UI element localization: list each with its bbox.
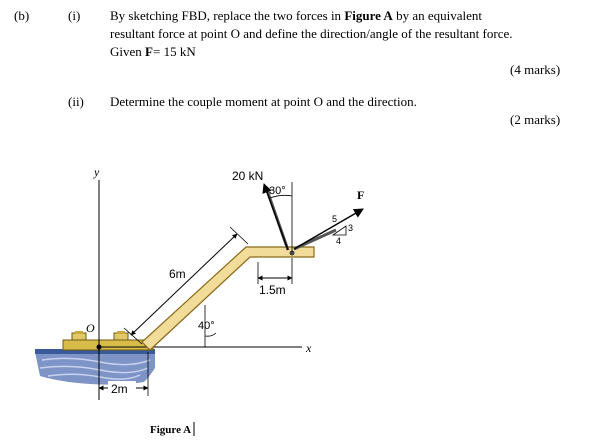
dim-2m-label: 2m [111,382,128,396]
figure-a-reference: Figure A [344,8,393,23]
origin-label: O [86,321,95,335]
sub-ii-marks: (2 marks) [510,112,561,127]
dim-6m-label: 6m [169,267,186,281]
angle-30-label: 30° [269,185,286,197]
sub-ii-label: (ii) [68,94,84,109]
slope-3-label: 3 [348,223,354,233]
slope-4-label: 4 [336,236,342,246]
x-axis-label: x [306,341,312,355]
sub-ii-text: Determine the couple moment at point O and the direction. [110,94,417,109]
sub-i-line2: resultant force at point O and define the direction/angle of the resultant force. [110,26,513,41]
bent-bar [142,247,314,350]
bolt-left-icon [72,331,86,340]
part-label: (b) [14,8,30,23]
bolt-right-icon [114,331,128,340]
ground [35,349,155,385]
sub-i-line3: Given F= 15 kN [110,44,196,59]
sub-i-marks: (4 marks) [510,62,561,77]
sub-i-label: (i) [68,8,81,23]
force-20kn-label: 20 kN [232,169,264,183]
dim-15m-label: 1.5m [259,283,286,297]
figure-caption: Figure A [150,424,192,436]
y-axis-label: y [94,165,100,179]
origin-point [97,345,102,350]
sub-i-line1: By sketching FBD, replace the two forces in Figure A by an equivalent [110,8,482,23]
force-f-label: F [357,188,365,202]
slope-5-label: 5 [332,214,338,224]
angle-40-label: 40° [198,320,215,332]
